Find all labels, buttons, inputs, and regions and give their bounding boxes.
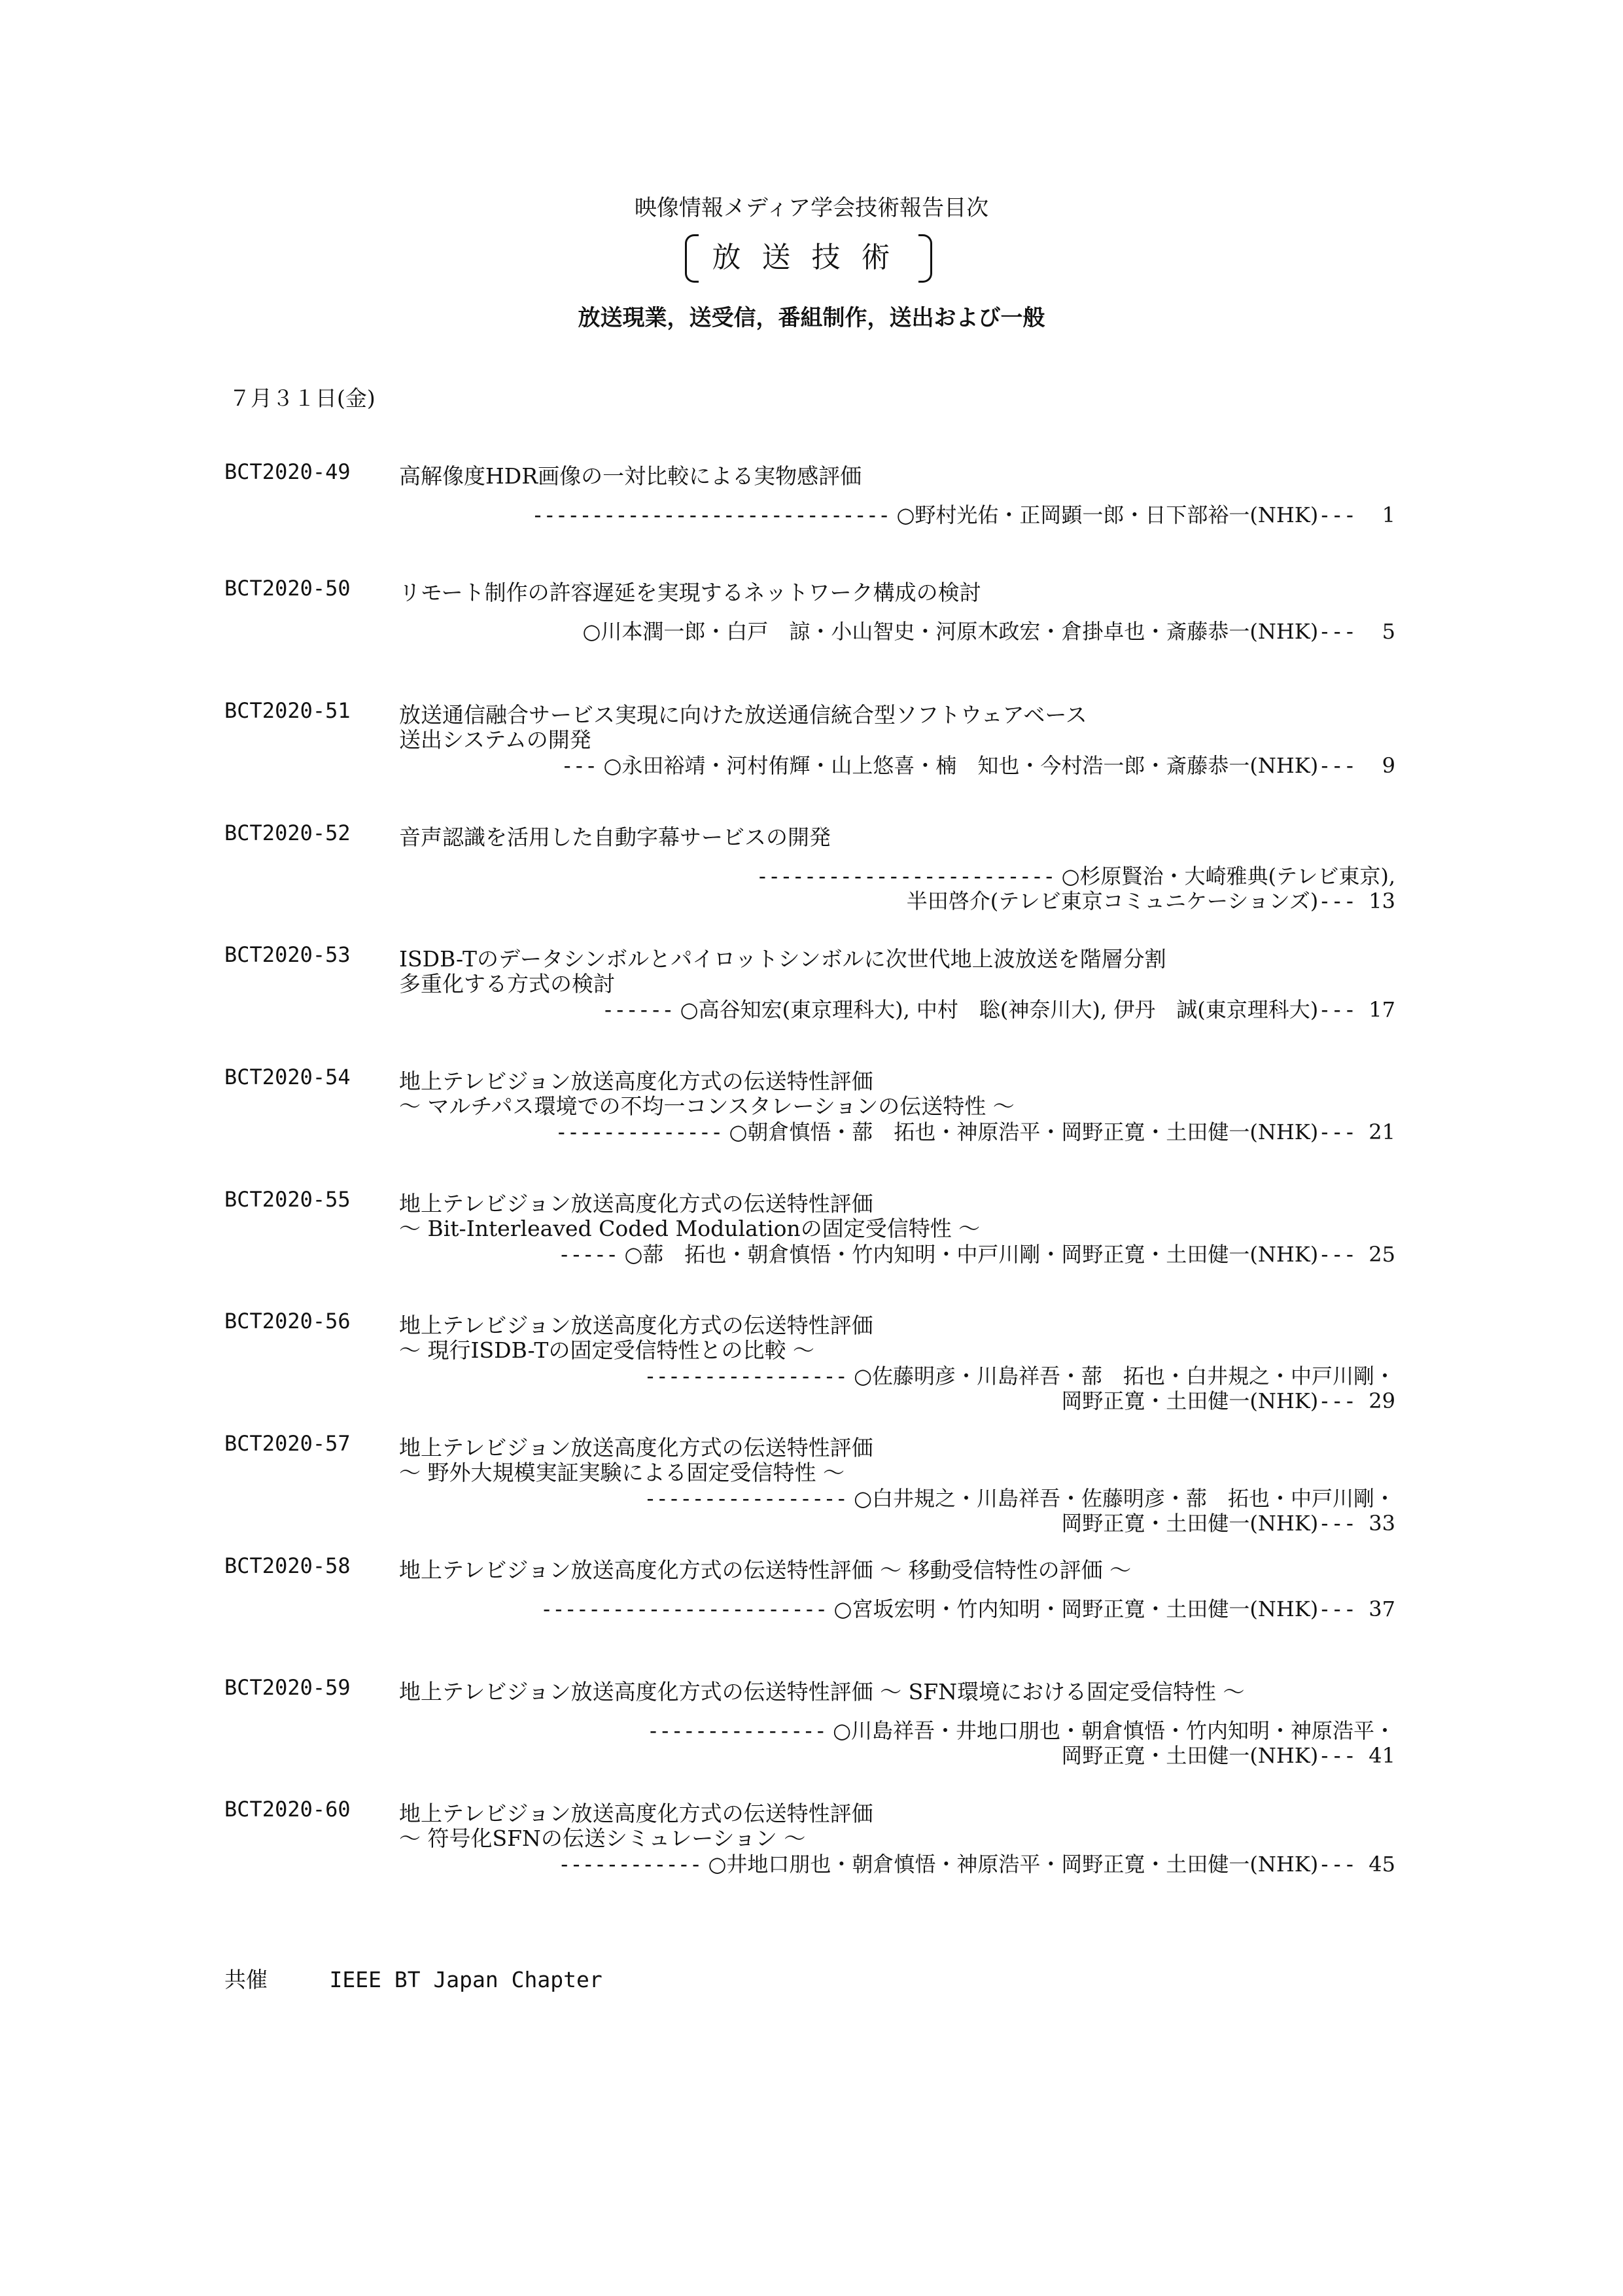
author-line bbox=[602, 993, 1395, 1023]
trailing-dashes: --- bbox=[1318, 1743, 1356, 1768]
page-number: 45 bbox=[1369, 1852, 1395, 1877]
authors: ○川島祥吾・井地口朋也・朝倉慎悟・竹内知明・神原浩平・ bbox=[833, 1718, 1395, 1743]
trailing-dashes: --- bbox=[1318, 1120, 1356, 1144]
leader-dashes: ------------------------------ bbox=[531, 503, 890, 527]
authors: 岡野正寛・土田健一(NHK) bbox=[1061, 1511, 1319, 1536]
author-line bbox=[1061, 1739, 1395, 1769]
entry-id: BCT2020-51 bbox=[224, 698, 351, 723]
cosponsor-label: 共催 bbox=[224, 1967, 268, 1992]
page-number: 1 bbox=[1382, 503, 1395, 527]
trailing-dashes: --- bbox=[1318, 1852, 1356, 1877]
trailing-dashes: --- bbox=[1318, 1388, 1356, 1413]
entry-title: ISDB-Tのデータシンボルとパイロットシンボルに次世代地上波放送を階層分割 bbox=[399, 946, 1166, 972]
entry-title: 多重化する方式の検討 bbox=[399, 971, 615, 997]
author-line bbox=[540, 1593, 1395, 1623]
entry-id: BCT2020-53 bbox=[224, 942, 351, 967]
category-heading-wrap bbox=[0, 230, 1623, 285]
entry-title: リモート制作の許容遅延を実現するネットワーク構成の検討 bbox=[399, 580, 981, 605]
leader-dashes: --- bbox=[561, 753, 597, 778]
leader-dashes: --------------- bbox=[646, 1718, 826, 1743]
author-line bbox=[907, 885, 1395, 915]
page-number: 37 bbox=[1369, 1597, 1395, 1621]
page-number: 13 bbox=[1369, 889, 1395, 913]
session-date: ７月３１日(金) bbox=[229, 385, 375, 411]
authors: ○蔀 拓也・朝倉慎悟・竹内知明・中戸川剛・岡野正寛・土田健一(NHK) bbox=[624, 1242, 1319, 1267]
authors: ○高谷知宏(東京理科大), 中村 聡(神奈川大), 伊丹 誠(東京理科大) bbox=[680, 997, 1319, 1022]
entry-id: BCT2020-52 bbox=[224, 821, 351, 845]
page-number: 29 bbox=[1369, 1388, 1395, 1413]
cosponsor-value: IEEE BT Japan Chapter bbox=[329, 1967, 602, 1992]
authors: ○野村光佑・正岡顕一郎・日下部裕一(NHK) bbox=[896, 503, 1319, 527]
entry-id: BCT2020-59 bbox=[224, 1675, 351, 1700]
author-line bbox=[1061, 1385, 1395, 1415]
entry-id: BCT2020-54 bbox=[224, 1065, 351, 1089]
page-number: 21 bbox=[1369, 1120, 1395, 1144]
authors: 半田啓介(テレビ東京コミュニケーションズ) bbox=[906, 889, 1319, 913]
entry-id: BCT2020-57 bbox=[224, 1431, 351, 1456]
entry-title: 地上テレビジョン放送高度化方式の伝送特性評価 bbox=[399, 1191, 873, 1216]
author-line bbox=[531, 499, 1395, 529]
entry-id: BCT2020-49 bbox=[224, 459, 351, 484]
authors: ○川本潤一郎・白戸 諒・小山智史・河原木政宏・倉掛卓也・斎藤恭一(NHK) bbox=[582, 619, 1319, 644]
author-line bbox=[558, 1238, 1395, 1268]
entry-title: 地上テレビジョン放送高度化方式の伝送特性評価 bbox=[399, 1313, 873, 1338]
journal-title: 映像情報メディア学会技術報告目次 bbox=[634, 195, 989, 221]
leader-dashes: ----------------- bbox=[644, 1486, 847, 1511]
entry-id: BCT2020-58 bbox=[224, 1553, 351, 1578]
trailing-dashes: --- bbox=[1318, 503, 1356, 527]
trailing-dashes: --- bbox=[1318, 889, 1356, 913]
authors: ○宮坂宏明・竹内知明・岡野正寛・土田健一(NHK) bbox=[833, 1597, 1319, 1621]
category-heading: 放送技術 bbox=[680, 230, 944, 283]
leader-dashes: -------------- bbox=[555, 1120, 723, 1144]
entry-title: ～ 符号化SFNの伝送シミュレーション ～ bbox=[399, 1826, 806, 1851]
page-number: 33 bbox=[1369, 1511, 1395, 1536]
entry-title: 地上テレビジョン放送高度化方式の伝送特性評価 bbox=[399, 1069, 873, 1094]
leader-dashes: ------------------------- bbox=[756, 864, 1055, 889]
trailing-dashes: --- bbox=[1318, 1511, 1356, 1536]
entry-title: 地上テレビジョン放送高度化方式の伝送特性評価 bbox=[399, 1435, 873, 1460]
author-line bbox=[561, 749, 1395, 779]
leader-dashes: ------ bbox=[601, 997, 674, 1022]
trailing-dashes: --- bbox=[1318, 1242, 1356, 1267]
author-line bbox=[1061, 1507, 1395, 1537]
entry-title: ～ マルチパス環境での不均一コンスタレーションの伝送特性 ～ bbox=[399, 1093, 1015, 1119]
author-line bbox=[555, 1116, 1395, 1146]
entry-title: 音声認識を活用した自動字幕サービスの開発 bbox=[399, 824, 831, 850]
leader-dashes: ------------ bbox=[558, 1852, 702, 1877]
leader-dashes: ------------------------ bbox=[540, 1597, 828, 1621]
leader-dashes: ----- bbox=[557, 1242, 618, 1267]
entry-title: 地上テレビジョン放送高度化方式の伝送特性評価 ～ SFN環境における固定受信特性 ～ bbox=[399, 1679, 1245, 1704]
entry-title: 送出システムの開発 bbox=[399, 727, 591, 752]
entry-title: 高解像度HDR画像の一対比較による実物感評価 bbox=[399, 463, 862, 489]
entry-id: BCT2020-56 bbox=[224, 1309, 351, 1333]
authors: 岡野正寛・土田健一(NHK) bbox=[1061, 1743, 1319, 1768]
trailing-dashes: --- bbox=[1318, 753, 1356, 778]
trailing-dashes: --- bbox=[1318, 1597, 1356, 1621]
author-line bbox=[558, 1848, 1395, 1878]
trailing-dashes: --- bbox=[1318, 619, 1356, 644]
cosponsor bbox=[224, 1963, 602, 1994]
authors: ○佐藤明彦・川島祥吾・蔀 拓也・白井規之・中戸川剛・ bbox=[854, 1364, 1395, 1388]
authors: ○井地口朋也・朝倉慎悟・神原浩平・岡野正寛・土田健一(NHK) bbox=[708, 1852, 1319, 1877]
entry-title: ～ Bit-Interleaved Coded Modulationの固定受信特性 ～ bbox=[399, 1216, 981, 1241]
page-number: 17 bbox=[1369, 997, 1395, 1022]
entry-title: 放送通信融合サービス実現に向けた放送通信統合型ソフトウェアベース bbox=[399, 702, 1087, 728]
page-number: 41 bbox=[1369, 1743, 1395, 1768]
page-number: 9 bbox=[1382, 753, 1395, 778]
leader-dashes: ----------------- bbox=[644, 1364, 847, 1388]
page-number: 5 bbox=[1382, 619, 1395, 644]
trailing-dashes: --- bbox=[1318, 997, 1356, 1022]
entry-title: 地上テレビジョン放送高度化方式の伝送特性評価 bbox=[399, 1801, 873, 1826]
entry-title: ～ 現行ISDB-Tの固定受信特性との比較 ～ bbox=[399, 1337, 814, 1363]
authors: ○朝倉慎悟・蔀 拓也・神原浩平・岡野正寛・土田健一(NHK) bbox=[729, 1120, 1319, 1144]
page-number: 25 bbox=[1369, 1242, 1395, 1267]
entry-id: BCT2020-55 bbox=[224, 1187, 351, 1212]
entry-id: BCT2020-50 bbox=[224, 576, 351, 601]
entry-title: 地上テレビジョン放送高度化方式の伝送特性評価 ～ 移動受信特性の評価 ～ bbox=[399, 1557, 1132, 1583]
entry-title: ～ 野外大規模実証実験による固定受信特性 ～ bbox=[399, 1460, 845, 1485]
authors: 岡野正寛・土田健一(NHK) bbox=[1061, 1388, 1319, 1413]
author-line bbox=[582, 615, 1395, 645]
authors: ○白井規之・川島祥吾・佐藤明彦・蔀 拓也・中戸川剛・ bbox=[854, 1486, 1395, 1511]
entry-id: BCT2020-60 bbox=[224, 1797, 351, 1822]
authors: ○杉原賢治・大崎雅典(テレビ東京), bbox=[1061, 864, 1395, 889]
authors: ○永田裕靖・河村侑輝・山上悠喜・楠 知也・今村浩一郎・斎藤恭一(NHK) bbox=[603, 753, 1319, 778]
session-subtitle: 放送現業，送受信，番組制作，送出および一般 bbox=[578, 305, 1045, 331]
